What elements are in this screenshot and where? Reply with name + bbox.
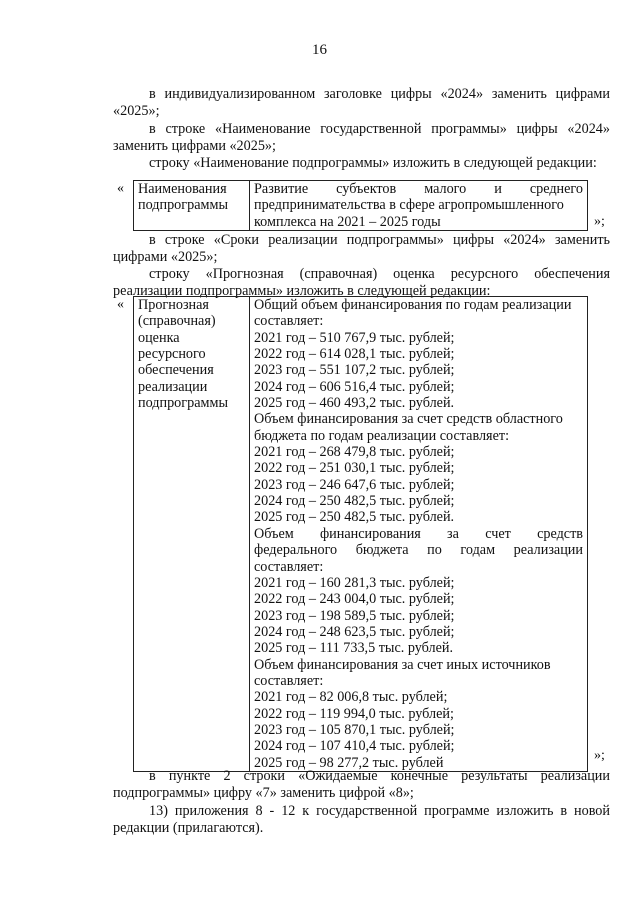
table1-right-cell xyxy=(250,181,588,231)
paragraph-6: в пункте 2 строки «Ожидаемые конечные результаты реализации подпрограммы» цифру «7» заменить цифрой «8»; xyxy=(113,768,610,802)
funding-line: 2022 год – 119 994,0 тыс. рублей; xyxy=(254,705,454,722)
table1-close-quote: »; xyxy=(594,214,605,229)
table1-left-line: подпрограммы xyxy=(138,197,228,214)
funding-line: Объем финансирования за счет иных источников xyxy=(254,656,551,673)
table2-left-line: ресурсного xyxy=(138,346,206,363)
paragraph-5: строку «Прогнозная (справочная) оценка ресурсного обеспечения реализации подпрограммы» изложить в следующей редакции: xyxy=(113,266,610,300)
resource-estimate-table xyxy=(133,296,588,772)
funding-line: 2025 год – 250 482,5 тыс. рублей. xyxy=(254,509,455,526)
table2-right-cell xyxy=(250,297,588,772)
funding-line: Общий объем финансирования по годам реализации xyxy=(254,297,572,313)
funding-line: 2025 год – 460 493,2 тыс. рублей. xyxy=(254,395,455,412)
paragraph-4: в строке «Сроки реализации подпрограммы» цифры «2024» заменить цифрами «2025»; xyxy=(113,232,610,266)
table2-left-line: подпрограммы xyxy=(138,395,228,412)
funding-line: 2024 год – 250 482,5 тыс. рублей; xyxy=(254,493,455,510)
funding-line: федерального бюджета по годам реализации xyxy=(254,542,583,559)
funding-line: Объем финансирования за счет средств xyxy=(254,525,583,542)
table2-left-line: реализации xyxy=(138,378,208,395)
page-number: 16 xyxy=(312,42,327,58)
funding-line: 2023 год – 246 647,6 тыс. рублей; xyxy=(254,476,455,493)
funding-line: составляет: xyxy=(254,558,324,575)
paragraph-7: 13) приложения 8 - 12 к государственной программе изложить в новой редакции (прилагаются). xyxy=(113,803,610,837)
funding-line: 2023 год – 105 870,1 тыс. рублей; xyxy=(254,721,455,738)
funding-line: 2025 год – 111 733,5 тыс. рублей. xyxy=(254,640,454,657)
paragraph-2: в строке «Наименование государственной программы» цифры «2024» заменить цифрами «2025»; xyxy=(113,121,610,155)
funding-line: составляет: xyxy=(254,672,324,689)
table1-right-line: комплекса на 2021 – 2025 годы xyxy=(254,213,441,230)
funding-line: 2021 год – 268 479,8 тыс. рублей; xyxy=(254,444,455,461)
table2-left-line: Прогнозная xyxy=(138,297,209,313)
funding-line: бюджета по годам реализации составляет: xyxy=(254,427,510,444)
funding-line: 2024 год – 248 623,5 тыс. рублей; xyxy=(254,623,455,640)
funding-line: 2024 год – 606 516,4 тыс. рублей; xyxy=(254,378,455,395)
subprogram-name-table xyxy=(133,180,588,231)
table2-left-cell xyxy=(134,297,250,772)
funding-line: 2021 год – 510 767,9 тыс. рублей; xyxy=(254,329,455,346)
table1-open-quote: « xyxy=(117,181,124,196)
table1-right-line: Развитие субъектов малого и среднего xyxy=(254,181,583,197)
table1-left-line: Наименования xyxy=(138,181,227,197)
funding-line: 2023 год – 198 589,5 тыс. рублей; xyxy=(254,607,455,624)
table2-left-line: обеспечения xyxy=(138,362,214,379)
funding-line: составляет: xyxy=(254,313,324,330)
table2-open-quote: « xyxy=(117,297,124,312)
paragraph-1: в индивидуализированном заголовке цифры «2024» заменить цифрами «2025»; xyxy=(113,86,610,120)
table2-close-quote: »; xyxy=(594,748,605,763)
table2-left-line: (справочная) xyxy=(138,313,216,330)
funding-line: 2021 год – 82 006,8 тыс. рублей; xyxy=(254,689,448,706)
table1-right-line: предпринимательства в сфере агропромышленного xyxy=(254,197,564,214)
paragraph-3: строку «Наименование подпрограммы» изложить в следующей редакции: xyxy=(149,155,597,171)
funding-line: Объем финансирования за счет средств областного xyxy=(254,411,563,428)
funding-line: 2025 год – 98 277,2 тыс. рублей xyxy=(254,754,444,771)
funding-line: 2022 год – 243 004,0 тыс. рублей; xyxy=(254,591,455,608)
funding-line: 2022 год – 251 030,1 тыс. рублей; xyxy=(254,460,455,477)
funding-line: 2022 год – 614 028,1 тыс. рублей; xyxy=(254,346,455,363)
funding-line: 2024 год – 107 410,4 тыс. рублей; xyxy=(254,738,455,755)
table1-left-cell xyxy=(134,181,250,231)
table2-left-line: оценка xyxy=(138,329,180,346)
funding-line: 2021 год – 160 281,3 тыс. рублей; xyxy=(254,574,455,591)
funding-line: 2023 год – 551 107,2 тыс. рублей; xyxy=(254,362,455,379)
